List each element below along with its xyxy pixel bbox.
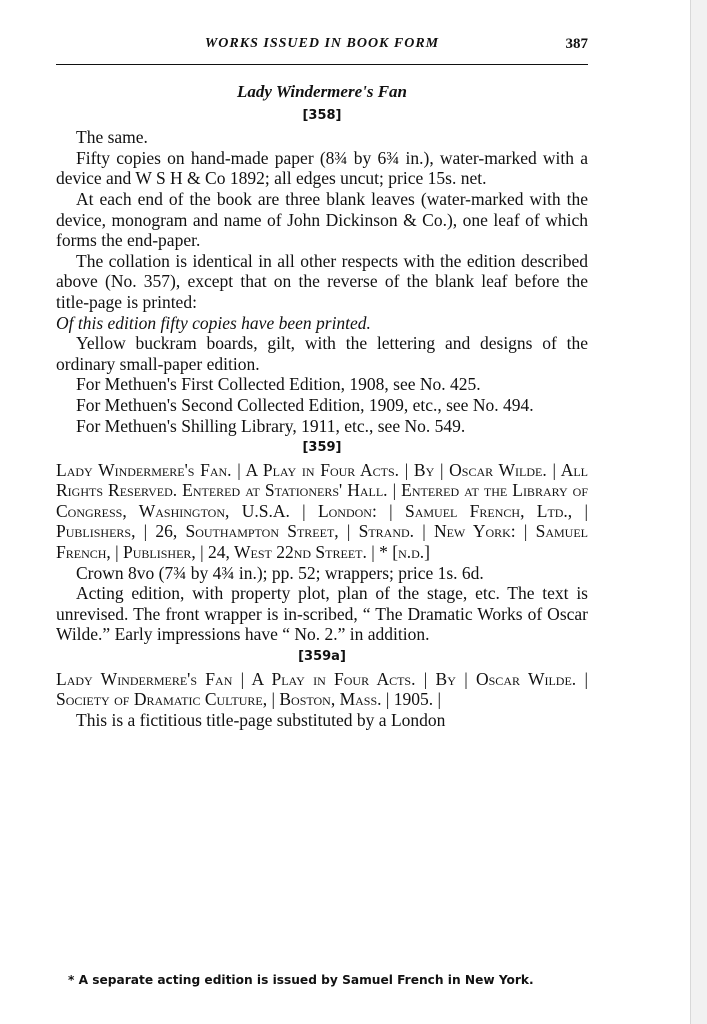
running-title: WORKS ISSUED IN BOOK FORM [204, 36, 440, 51]
entry-paragraph: Crown 8vo (7¾ by 4¾ in.); pp. 52; wrappers; price 1s. 6d. [76, 562, 484, 583]
entry-paragraph: For Methuen's First Collected Edition, 1908, see No. 425. [76, 374, 481, 395]
entry-paragraph: For Methuen's Shilling Library, 1911, etc., see No. 549. [76, 415, 466, 436]
entry-paragraph: The collation is identical in all other respects with the edition described above (No. 357), except that on the reverse of the blank leaf before the title-page is printed: [56, 250, 588, 312]
title-page-transcription: Lady Windermere's Fan | A Play in Four Acts. | By | Oscar Wilde. | Society of Dramatic Culture, | Boston, Mass. | 1905. | [56, 668, 588, 710]
entry-paragraph: For Methuen's Second Collected Edition, 1909, etc., see No. 494. [76, 394, 534, 415]
entry-paragraph: This is a fictitious title-page substituted by a London [76, 709, 446, 730]
entry-number-359: [359] [302, 440, 342, 456]
page-edge [690, 0, 707, 1024]
header-rule [56, 64, 588, 65]
entry-paragraph: Fifty copies on hand-made paper (8¾ by 6¾ in.), water-marked with a device and W S H & Co 1892; all edges uncut; price 15s. net. [56, 147, 588, 189]
page-header [56, 36, 588, 56]
entry-paragraph: The same. [76, 127, 148, 148]
page-number: 387 [565, 36, 588, 52]
entry-number-358: [358] [302, 107, 342, 123]
footnote: * A separate acting edition is issued by Samuel French in New York. [68, 973, 534, 987]
entry-number-359a: [359a] [298, 649, 346, 665]
limitation-statement: Of this edition fifty copies have been printed. [56, 312, 371, 333]
page-body [56, 82, 588, 730]
section-title: Lady Windermere's Fan [236, 82, 407, 101]
title-page-transcription: Lady Windermere's Fan. | A Play in Four Acts. | By | Oscar Wilde. | All Rights Reserved. Entered at Stationers' Hall. | Entered at the Library of Congress, Washington, U.S.A. | London: | Samuel French, Ltd., | Publishers, | 26, Southampton Street, | Strand. | New York: | Samuel French, | Publisher, | 24, West 22nd Street. | * [n.d.] [56, 459, 588, 563]
entry-paragraph: Acting edition, with property plot, plan of the stage, etc. The text is unrevised. The front wrapper is in-scribed, “ The Dramatic Works of Oscar Wilde.” Early impressions have “ No. 2.” in addition. [56, 583, 588, 645]
entry-paragraph: At each end of the book are three blank leaves (water-marked with the device, monogram and name of John Dickinson & Co.), one leaf of which forms the end-paper. [56, 188, 588, 251]
entry-paragraph: Yellow buckram boards, gilt, with the lettering and designs of the ordinary small-paper edition. [56, 333, 588, 374]
